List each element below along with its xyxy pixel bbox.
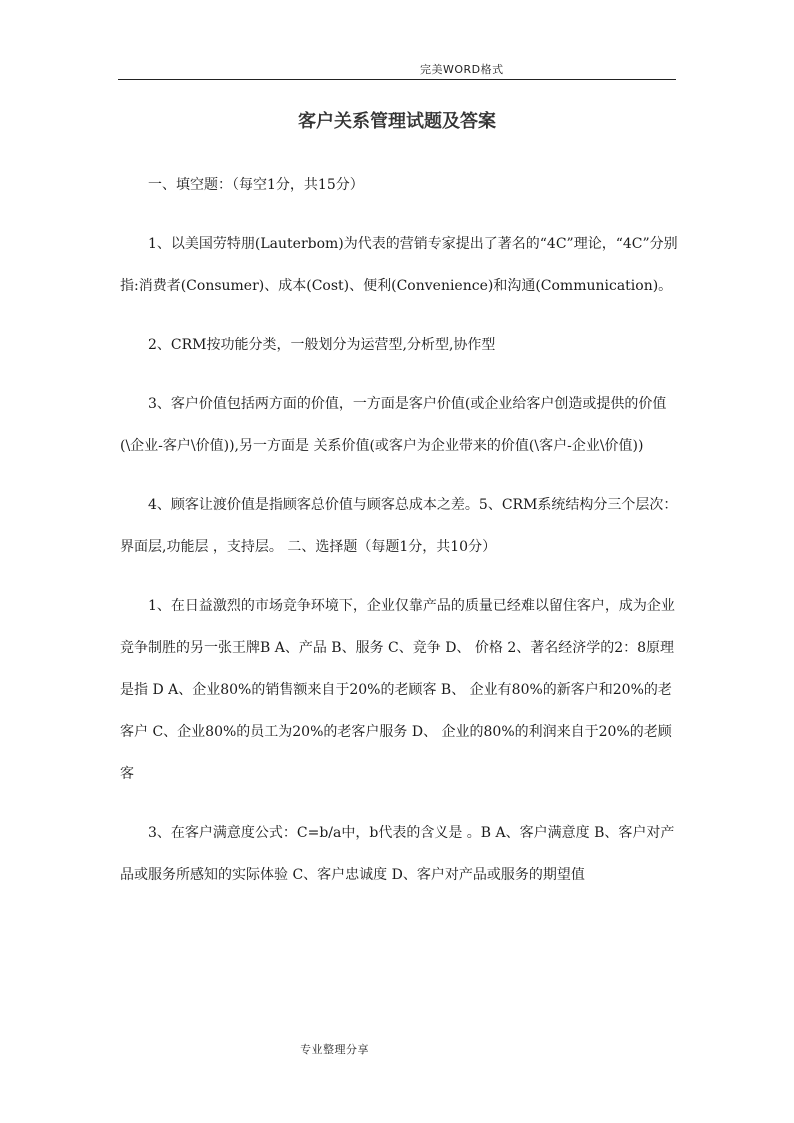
paragraph-3: 3、客户价值包括两方面的价值，一方面是客户价值(或企业给客户创造或提供的价值(\企业-客户\价值)),另一方面是 关系价值(或客户为企业带来的价值(\客户-企业\价值)) <box>120 396 667 454</box>
header-divider <box>118 79 676 80</box>
paragraph-6: 3、在客户满意度公式：C=b/a中，b代表的含义是 。B A、客户满意度 B、客户对产品或服务所感知的实际体验 C、客户忠诚度 D、客户对产品或服务的期望值 <box>120 825 675 883</box>
document-body <box>120 164 678 896</box>
paragraph-5: 1、在日益激烈的市场竞争环境下，企业仅靠产品的质量已经难以留住客户，成为企业竞争制胜的另一张王牌B A、产品 B、服务 C、竞争 D、 价格 2、著名经济学的2：8原理是指 D A、企业80%的销售额来自于20%的老顾客 B、 企业有80%的新客户和20%的老客户 C、企业80%的员工为20%的老客户服务 D、 企业的80%的利润来自于20%的老顾客 <box>120 598 675 782</box>
section-heading-fill-in: 一、填空题：（每空1分，共15分） <box>148 177 364 193</box>
paragraph-2: 2、CRM按功能分类，一般划分为运营型,分析型,协作型 <box>148 337 496 353</box>
document-title: 客户关系管理试题及答案 <box>298 111 496 132</box>
page-footer: 专业整理分享 <box>300 1043 369 1056</box>
page-header: 完美WORD格式 <box>420 63 504 76</box>
paragraph-4: 4、顾客让渡价值是指顾客总价值与顾客总成本之差。5、CRM系统结构分三个层次：界面层,功能层 ，支持层。 二、选择题（每题1分，共10分） <box>120 497 678 555</box>
paragraph-1: 1、以美国劳特朋(Lauterbom)为代表的营销专家提出了著名的“4C”理论，“4C”分别指:消费者(Consumer)、成本(Cost)、便利(Convenience)和沟通(Communication)。 <box>120 236 678 294</box>
